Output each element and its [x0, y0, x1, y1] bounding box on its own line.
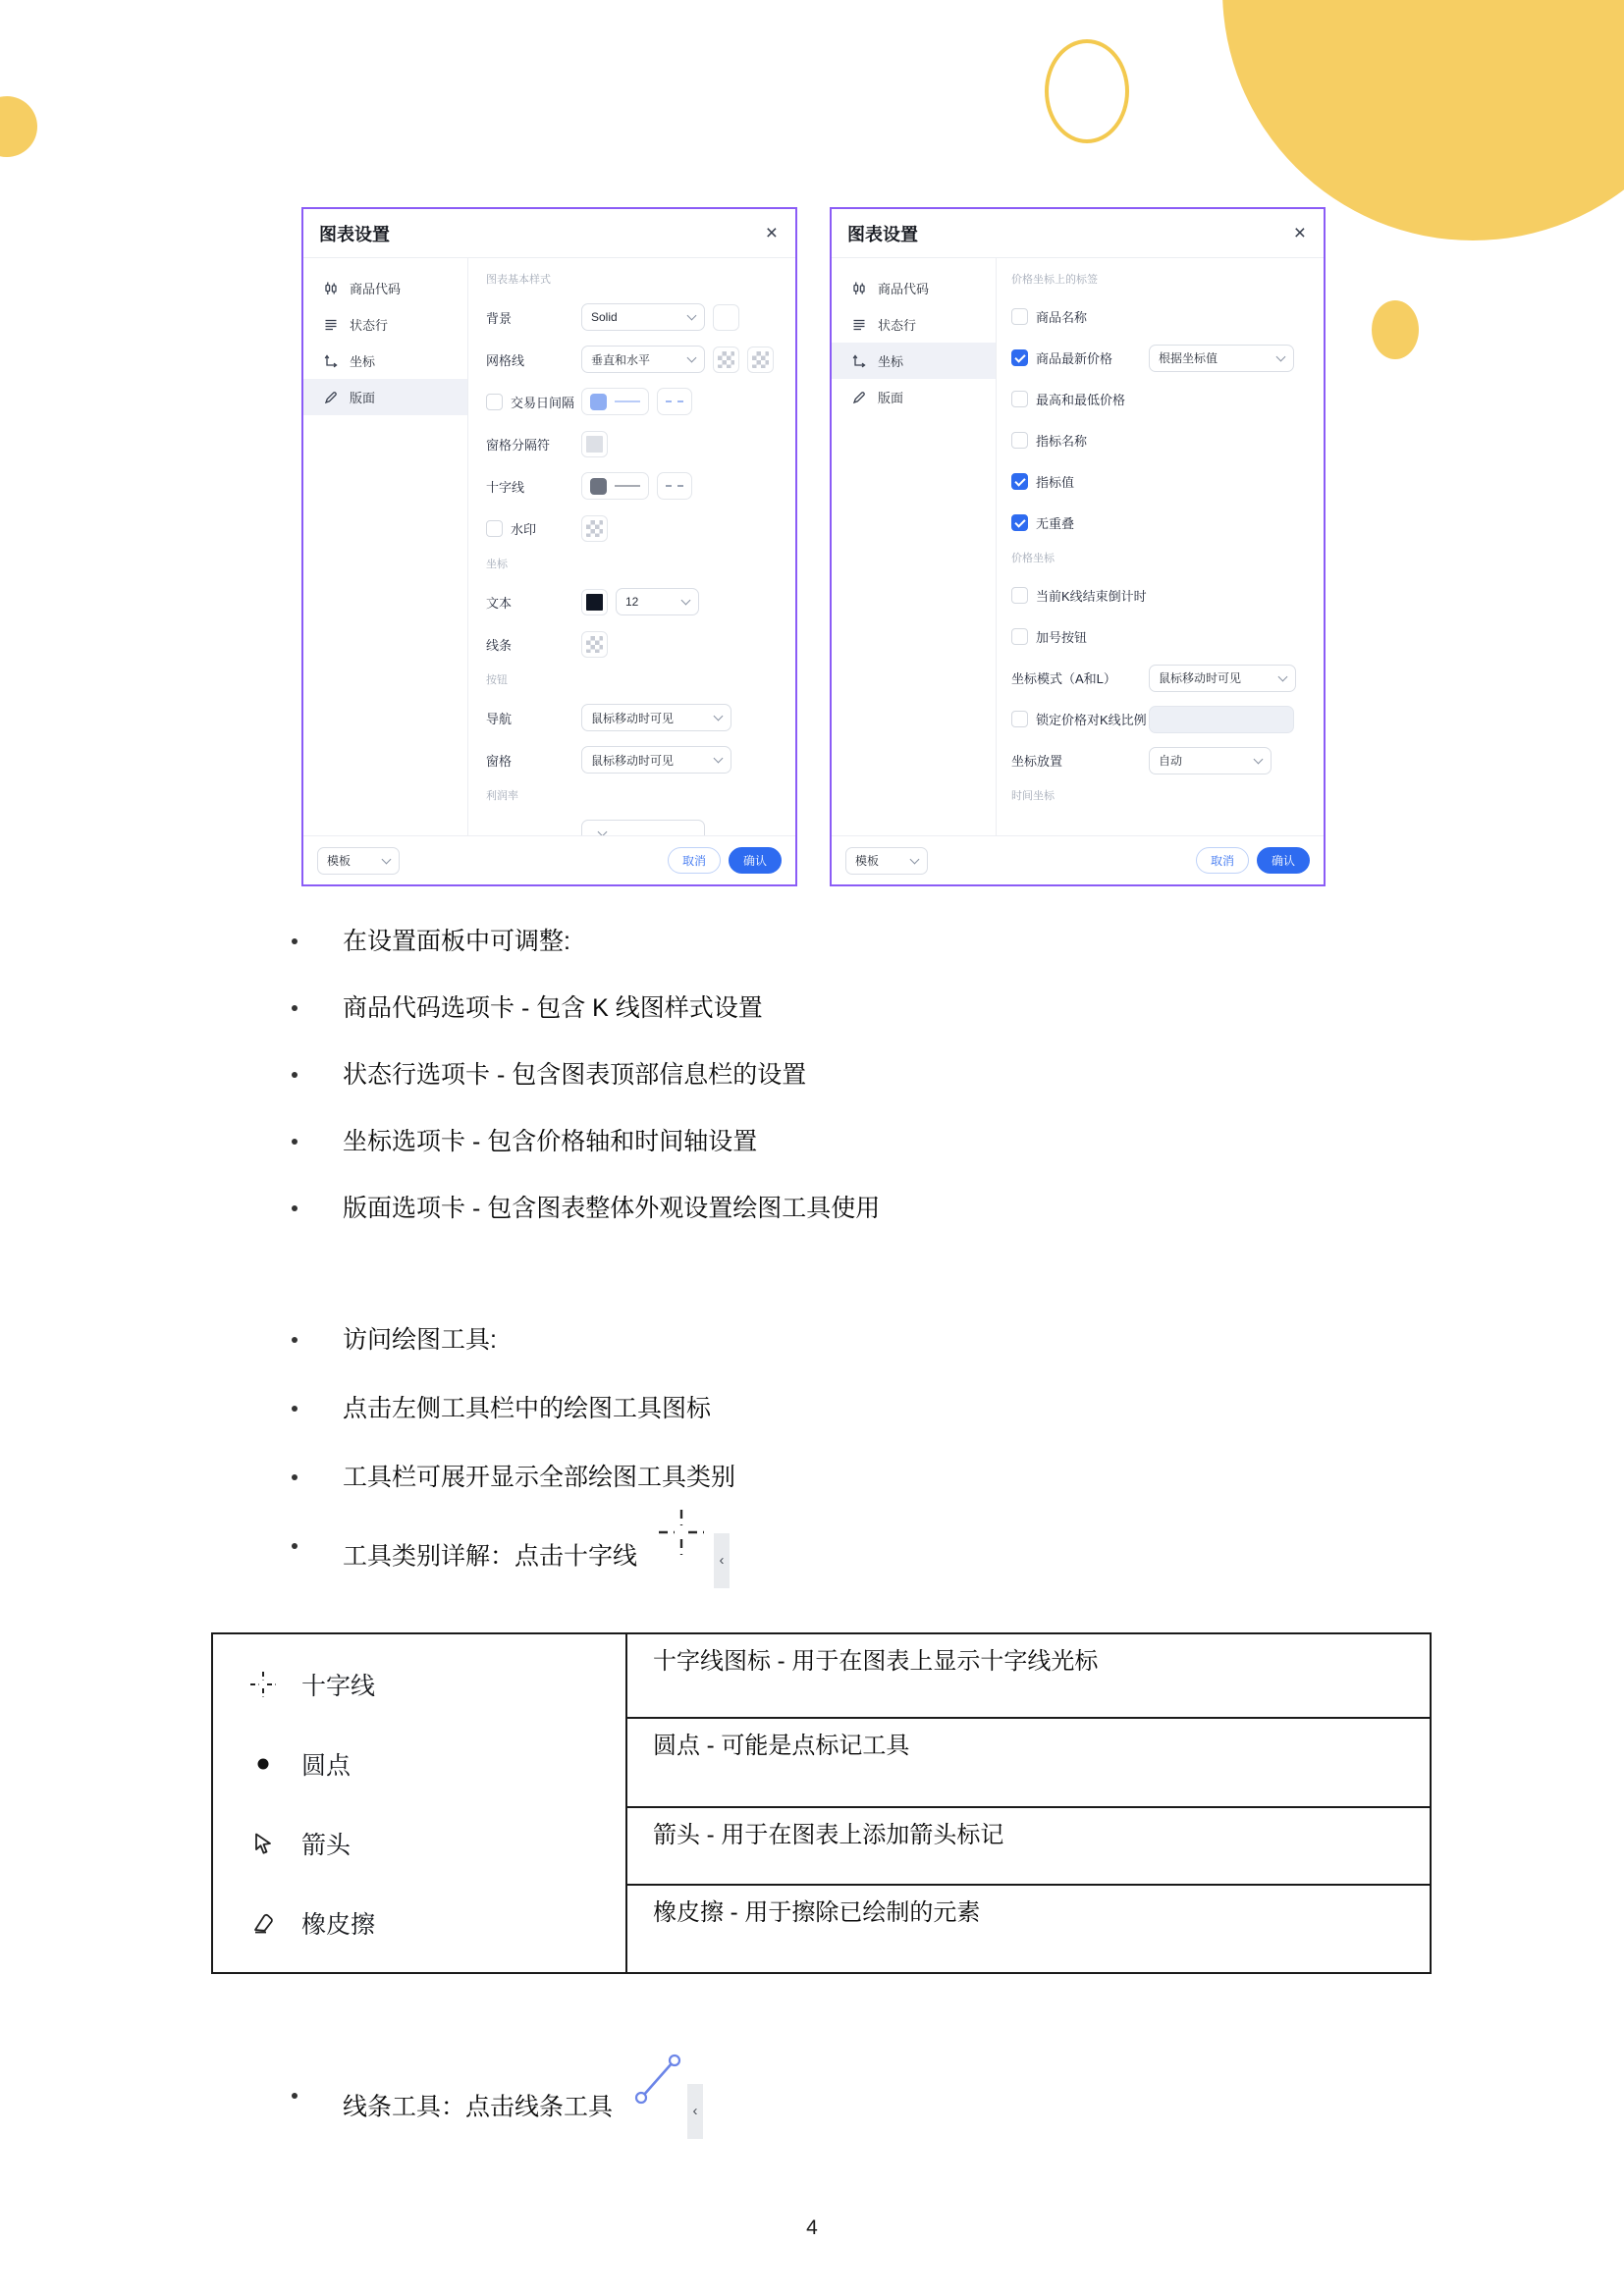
yellow-dot-decoration: [1372, 300, 1419, 359]
dialog-title: 图表设置: [847, 224, 918, 244]
dot-icon: [248, 1757, 278, 1771]
bullet-text: 版面选项卡 - 包含图表整体外观设置绘图工具使用: [343, 1195, 881, 1222]
list-item: [290, 1529, 735, 1588]
chart-settings-dialog-1: [301, 207, 797, 886]
sidebar-item-label: 坐标: [878, 354, 904, 369]
navigation-visibility-dropdown[interactable]: [581, 704, 731, 731]
bullet-text: 状态行选项卡 - 包含图表顶部信息栏的设置: [343, 1061, 807, 1089]
bullet-list-settings: [290, 925, 880, 1258]
arrow-cursor-icon: [248, 1831, 278, 1856]
bullet-text: 工具栏可展开显示全部绘图工具类别: [343, 1464, 736, 1491]
axes-icon: [323, 353, 339, 369]
setting-row-watermark: [486, 514, 795, 542]
dropdown-value: Solid: [591, 310, 618, 324]
row-label: 线条: [486, 637, 513, 653]
sidebar-item-label: 版面: [878, 391, 904, 405]
row-label: 当前K线结束倒计时: [1036, 589, 1147, 604]
color-chip: [590, 394, 607, 410]
session-break-line-swatch[interactable]: [581, 388, 649, 415]
list-item: [290, 1461, 735, 1494]
yellow-ring-decoration: [1045, 39, 1129, 143]
bullet-text: 线条工具：点击线条工具 ‹: [343, 2079, 703, 2139]
status-lines-icon: [323, 317, 339, 333]
template-dropdown[interactable]: [317, 847, 400, 875]
dialog-header: [832, 209, 1324, 258]
table-row: [213, 1905, 625, 1941]
dialog-body: [303, 258, 795, 835]
sidebar-item-label: 版面: [350, 391, 376, 405]
lock-ratio-input[interactable]: [1149, 706, 1294, 733]
list-item: [290, 1192, 880, 1225]
dropdown-value: 鼠标移动时可见: [1159, 671, 1242, 685]
list-item: [290, 925, 880, 958]
table-tools-column: [213, 1634, 627, 1972]
setting-row-pane-separator: [486, 430, 795, 457]
pane-separator-color-swatch[interactable]: [581, 431, 608, 457]
scales-placement-dropdown[interactable]: [1149, 747, 1272, 774]
bullet-text: 访问绘图工具:: [343, 1326, 497, 1354]
dialog-content: [997, 258, 1324, 835]
row-label: 商品最新价格: [1036, 351, 1113, 366]
lock-ratio-checkbox[interactable]: [1011, 711, 1028, 727]
row-label: 无重叠: [1036, 516, 1075, 531]
dropdown-value: 鼠标移动时可见: [591, 711, 675, 725]
row-label: 窗格: [486, 753, 513, 769]
row-label: 背景: [486, 310, 513, 326]
setting-row-countdown: [1011, 582, 1324, 609]
bullet-text: 工具类别详解：点击十字线 ‹: [343, 1529, 730, 1588]
setting-row-crosshair: [486, 472, 795, 500]
status-lines-icon: [851, 317, 867, 333]
setting-row-indicator-name: [1011, 427, 1324, 454]
table-row: [213, 1826, 625, 1861]
row-label: 坐标模式（A和L）: [1011, 671, 1116, 686]
setting-row-scales-mode: [1011, 665, 1324, 691]
confirm-button[interactable]: 确认: [1257, 847, 1310, 874]
section-label-price-labels: 价格坐标上的标签: [1011, 274, 1098, 286]
row-label-group: [486, 393, 573, 411]
dialog-content: [468, 258, 795, 835]
dropdown-value: 12: [625, 595, 639, 609]
setting-row-plus-button: [1011, 623, 1324, 650]
bullet-text: 点击左侧工具栏中的绘图工具图标: [343, 1395, 712, 1422]
sidebar-item-label: 状态行: [878, 318, 917, 333]
cancel-button[interactable]: 取消: [668, 847, 721, 874]
row-label-group: [1011, 627, 1141, 646]
chevron-down-icon: [1278, 671, 1288, 681]
bullet-text: 坐标选项卡 - 包含价格轴和时间轴设置: [343, 1128, 758, 1155]
sidebar-item-layout[interactable]: [303, 379, 467, 415]
dialog-title: 图表设置: [319, 224, 390, 244]
chevron-down-icon: [1254, 754, 1264, 764]
setting-row-clipped: [486, 820, 795, 835]
axes-icon: [851, 353, 867, 369]
dropdown-value: 鼠标移动时可见: [591, 753, 675, 768]
pane-visibility-dropdown[interactable]: [581, 746, 731, 774]
setting-row-lock-ratio: [1011, 706, 1324, 732]
sidebar-item-label: 商品代码: [350, 282, 402, 296]
pencil-icon: [851, 390, 867, 405]
setting-row-gridlines: [486, 346, 795, 373]
dialog-header: [303, 209, 795, 258]
dropdown-value: 自动: [1159, 754, 1183, 768]
setting-row-no-overlap: [1011, 509, 1324, 536]
session-break-dash-style-button[interactable]: [657, 388, 692, 415]
sidebar-item-scales[interactable]: [832, 343, 996, 379]
row-label-group: [1011, 307, 1141, 326]
tool-label: 箭头: [301, 1831, 352, 1859]
chevron-down-icon: [681, 596, 691, 606]
text-color-swatch[interactable]: [581, 589, 608, 615]
color-chip: [590, 478, 607, 495]
partial-screenshot-strip: [687, 2084, 703, 2139]
close-icon[interactable]: ×: [765, 222, 778, 244]
list-item: [290, 1392, 735, 1425]
table-row: [213, 1667, 625, 1702]
sidebar-item-label: 商品代码: [878, 282, 930, 296]
sidebar-item-label: 状态行: [350, 318, 389, 333]
row-label: 指标值: [1036, 475, 1075, 490]
bullet-text: 商品代码选项卡 - 包含 K 线图样式设置: [343, 994, 763, 1022]
list-item: [290, 991, 880, 1025]
yellow-circle-left-decoration: [0, 96, 37, 157]
confirm-button[interactable]: 确认: [729, 847, 782, 874]
font-size-dropdown[interactable]: [616, 588, 699, 615]
row-label: 锁定价格对K线比例: [1036, 713, 1147, 727]
watermark-color-swatch[interactable]: [581, 515, 608, 542]
pencil-icon: [323, 390, 339, 405]
table-cell: 橡皮擦 - 用于擦除已绘制的元素: [627, 1884, 1430, 1972]
crosshair-icon: [653, 1504, 710, 1561]
clipped-dropdown[interactable]: [581, 820, 705, 835]
dialog-sidebar: [832, 258, 997, 835]
indicator-name-checkbox[interactable]: [1011, 432, 1028, 449]
line-style-icon: [615, 485, 640, 487]
sidebar-item-layout[interactable]: [832, 379, 996, 415]
setting-row-pane-buttons: [486, 746, 795, 774]
row-label: 交易日间隔: [511, 395, 575, 410]
gridline-h-color-swatch[interactable]: [747, 347, 774, 373]
table-cell: 圆点 - 可能是点标记工具: [627, 1717, 1430, 1806]
line-style-icon: [615, 400, 640, 402]
setting-row-text: [486, 588, 795, 615]
row-label-group: [1011, 586, 1147, 605]
trend-line-icon: [632, 2050, 683, 2109]
candlestick-icon: [851, 281, 867, 296]
dialog-sidebar: [303, 258, 468, 835]
dashed-line-icon: [666, 400, 683, 402]
setting-row-background: [486, 303, 795, 331]
table-cell: 十字线图标 - 用于在图表上显示十字线光标: [653, 1648, 1099, 1675]
dropdown-value: 模板: [327, 854, 352, 868]
chevron-down-icon: [687, 311, 697, 321]
row-label-group: [1011, 390, 1141, 408]
row-label: 窗格分隔符: [486, 437, 551, 453]
chevron-down-icon: [910, 854, 920, 864]
background-color-swatch[interactable]: [713, 304, 739, 331]
section-label-price-axis: 价格坐标: [1011, 553, 1055, 564]
section-label-buttons: 按钮: [486, 674, 508, 686]
bullet-list-drawing-tools: [290, 1323, 735, 1624]
row-label: 网格线: [486, 352, 525, 368]
axis-lines-color-swatch[interactable]: [581, 631, 608, 658]
setting-row-indicator-value: [1011, 468, 1324, 495]
sidebar-item-status-line[interactable]: [832, 306, 996, 343]
section-label-time-axis: 时间坐标: [1011, 790, 1055, 802]
setting-row-symbol-last-price: [1011, 345, 1324, 371]
sidebar-item-label: 坐标: [350, 354, 376, 369]
setting-row-session-break: [486, 388, 795, 415]
sidebar-item-symbol[interactable]: [832, 270, 996, 306]
row-label: 导航: [486, 711, 513, 726]
setting-row-symbol-name: [1011, 303, 1324, 330]
sidebar-item-scales[interactable]: [303, 343, 467, 379]
row-label: 水印: [511, 521, 537, 537]
table-cell: 箭头 - 用于在图表上添加箭头标记: [627, 1806, 1430, 1884]
row-label: 文本: [486, 595, 513, 611]
sidebar-item-symbol[interactable]: [303, 270, 467, 306]
row-label: 最高和最低价格: [1036, 393, 1126, 407]
plus-button-checkbox[interactable]: [1011, 628, 1028, 645]
row-label-group: [1011, 472, 1141, 491]
setting-row-navigation: [486, 704, 795, 731]
high-low-checkbox[interactable]: [1011, 391, 1028, 407]
watermark-checkbox[interactable]: [486, 520, 503, 537]
row-label: 坐标放置: [1011, 754, 1063, 769]
crosshair-line-swatch[interactable]: [581, 472, 649, 500]
row-label-group: [486, 519, 573, 538]
dialog-body: [832, 258, 1324, 835]
tool-label: 圆点: [301, 1751, 352, 1780]
tool-label: 十字线: [301, 1672, 376, 1700]
dropdown-value: 垂直和水平: [591, 352, 651, 367]
section-label-axis: 坐标: [486, 559, 508, 570]
row-label-group: [1011, 513, 1141, 532]
dropdown-value: 模板: [855, 854, 880, 868]
row-label-group: [1011, 348, 1141, 367]
scales-mode-dropdown[interactable]: [1149, 665, 1296, 692]
chevron-down-icon: [382, 854, 392, 864]
gridline-v-color-swatch[interactable]: [713, 347, 739, 373]
dialog-footer: [832, 835, 1324, 884]
list-item: [290, 1323, 735, 1357]
yellow-blob-decoration: [1222, 0, 1624, 240]
section-label-margin: 利润率: [486, 790, 518, 802]
table-row: [213, 1746, 625, 1782]
list-item: [290, 1125, 880, 1158]
dropdown-value: 根据坐标值: [1159, 351, 1218, 365]
template-dropdown[interactable]: [845, 847, 928, 875]
symbol-last-price-checkbox[interactable]: [1011, 349, 1028, 366]
setting-row-placement: [1011, 747, 1324, 774]
row-label: 指标名称: [1036, 434, 1088, 449]
list-item: [290, 1058, 880, 1092]
setting-row-lines: [486, 630, 795, 658]
last-price-mode-dropdown[interactable]: [1149, 345, 1294, 372]
symbol-name-checkbox[interactable]: [1011, 308, 1028, 325]
row-label-group: [1011, 710, 1147, 728]
candlestick-icon: [323, 281, 339, 296]
close-icon[interactable]: ×: [1293, 222, 1306, 244]
drawing-tools-table: [211, 1632, 1432, 1974]
chevron-down-icon: [714, 754, 724, 764]
chevron-down-icon: [714, 712, 724, 721]
chevron-down-icon: [598, 828, 608, 835]
row-label-group: [1011, 431, 1141, 450]
page-number: 4: [806, 2216, 818, 2239]
partial-screenshot-strip: [714, 1533, 730, 1588]
row-label: 加号按钮: [1036, 630, 1088, 645]
row-label: 商品名称: [1036, 310, 1088, 325]
dashed-line-icon: [666, 485, 683, 487]
gridlines-dropdown[interactable]: [581, 346, 705, 373]
crosshair-icon: [248, 1670, 278, 1699]
indicator-value-checkbox[interactable]: [1011, 473, 1028, 490]
dialog-footer: [303, 835, 795, 884]
row-label: 十字线: [486, 479, 525, 495]
cancel-button[interactable]: 取消: [1196, 847, 1249, 874]
no-overlap-checkbox[interactable]: [1011, 514, 1028, 531]
chevron-down-icon: [687, 353, 697, 363]
sidebar-item-status-line[interactable]: [303, 306, 467, 343]
chart-settings-dialog-2: [830, 207, 1326, 886]
section-label-basic-style: 图表基本样式: [486, 274, 551, 286]
setting-row-high-low: [1011, 386, 1324, 412]
list-item: [290, 2079, 703, 2139]
tool-label: 橡皮擦: [301, 1910, 376, 1939]
table-descriptions-column: [627, 1634, 1430, 1972]
session-break-checkbox[interactable]: [486, 394, 503, 410]
countdown-checkbox[interactable]: [1011, 587, 1028, 604]
chevron-down-icon: [1276, 351, 1286, 361]
eraser-icon: [248, 1909, 278, 1937]
background-style-dropdown[interactable]: [581, 303, 705, 331]
bullet-text: 在设置面板中可调整:: [343, 928, 570, 955]
bullet-line-tool: [290, 2079, 703, 2172]
crosshair-dash-style-button[interactable]: [657, 472, 692, 500]
